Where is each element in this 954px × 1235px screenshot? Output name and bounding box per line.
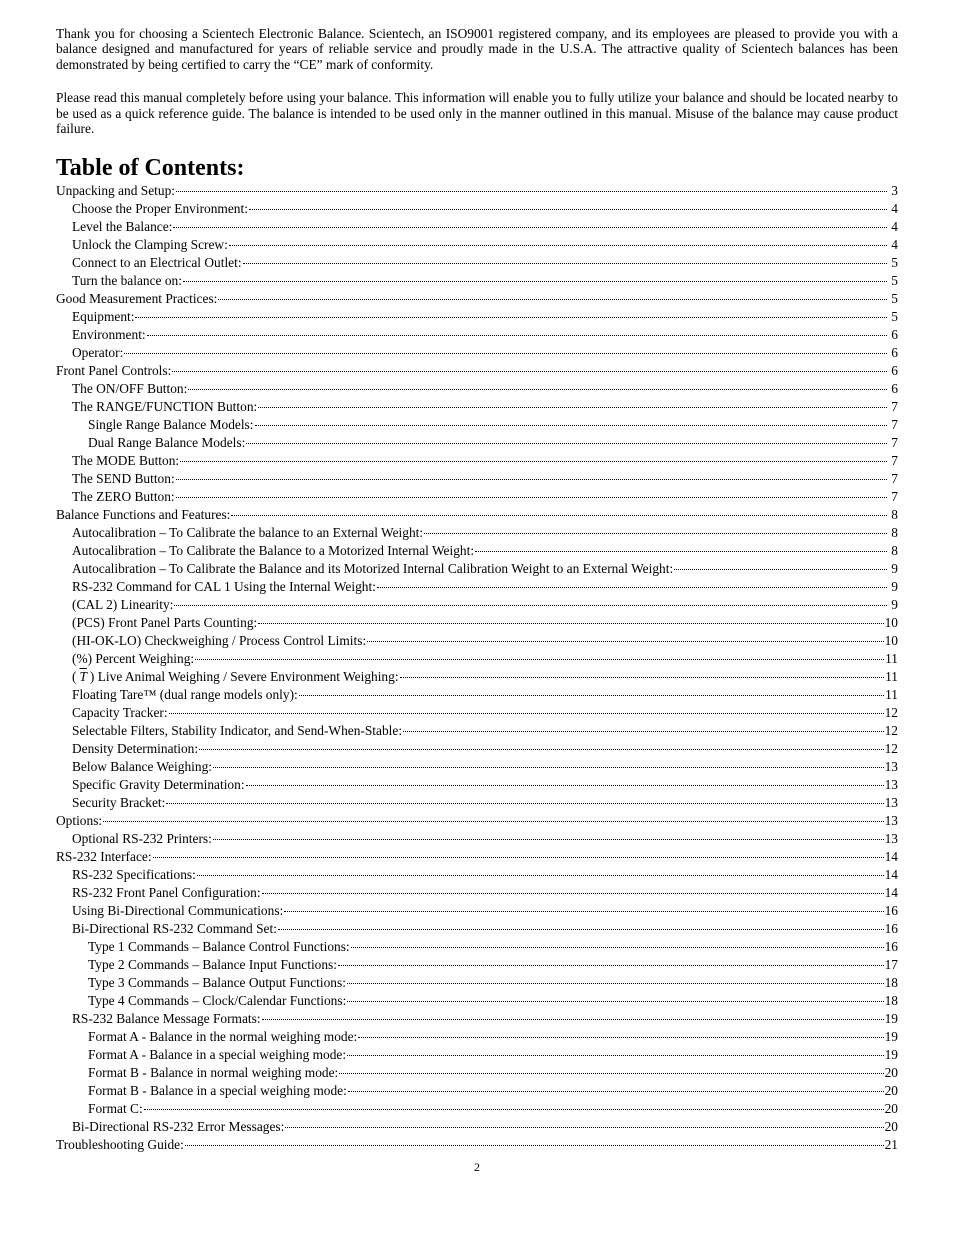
toc-entry[interactable] bbox=[56, 308, 898, 326]
toc-entry-label: Dual Range Balance Models: bbox=[88, 435, 246, 451]
toc-entry-page: 19 bbox=[884, 1011, 898, 1027]
toc-entry[interactable] bbox=[56, 884, 898, 902]
toc-dot-leader bbox=[166, 803, 883, 804]
toc-entry-label: Autocalibration – To Calibrate the Balance to a Motorized Internal Weight: bbox=[72, 543, 475, 559]
toc-dot-leader bbox=[183, 281, 887, 282]
toc-dot-leader bbox=[278, 929, 884, 930]
toc-entry[interactable] bbox=[56, 920, 898, 938]
toc-entry-page: 11 bbox=[885, 669, 898, 685]
toc-entry[interactable] bbox=[56, 758, 898, 776]
toc-dot-leader bbox=[377, 587, 887, 588]
toc-entry-label: The RANGE/FUNCTION Button: bbox=[72, 399, 258, 415]
toc-entry[interactable] bbox=[56, 686, 898, 704]
toc-entry-label: Unpacking and Setup: bbox=[56, 183, 176, 199]
toc-dot-leader bbox=[243, 263, 887, 264]
toc-entry-page: 6 bbox=[891, 381, 898, 397]
toc-entry-page: 18 bbox=[884, 975, 898, 991]
toc-entry[interactable] bbox=[56, 452, 898, 470]
toc-entry-page: 19 bbox=[884, 1029, 898, 1045]
toc-entry[interactable] bbox=[56, 614, 898, 632]
toc-entry[interactable] bbox=[56, 938, 898, 956]
toc-entry-label: Unlock the Clamping Screw: bbox=[72, 237, 228, 253]
toc-dot-leader bbox=[351, 947, 884, 948]
toc-entry[interactable] bbox=[56, 398, 898, 416]
toc-entry[interactable] bbox=[56, 740, 898, 758]
toc-dot-leader bbox=[347, 983, 884, 984]
toc-dot-leader bbox=[173, 227, 887, 228]
toc-entry[interactable] bbox=[56, 254, 898, 272]
toc-entry-page: 7 bbox=[891, 399, 898, 415]
toc-dot-leader bbox=[144, 1109, 884, 1110]
toc-entry-page: 11 bbox=[885, 687, 898, 703]
toc-entry-label: Floating Tare™ (dual range models only): bbox=[72, 687, 298, 703]
toc-entry-label: Format B - Balance in a special weighing mode: bbox=[88, 1083, 347, 1099]
toc-dot-leader bbox=[153, 857, 884, 858]
toc-entry[interactable] bbox=[56, 974, 898, 992]
toc-entry-label: Format B - Balance in normal weighing mode: bbox=[88, 1065, 339, 1081]
toc-entry[interactable] bbox=[56, 722, 898, 740]
toc-entry-label: Autocalibration – To Calibrate the Balance and its Motorized Internal Calibration Weight to an External Weight: bbox=[72, 561, 674, 577]
toc-dot-leader bbox=[475, 551, 887, 552]
toc-entry-page: 13 bbox=[884, 759, 898, 775]
toc-entry[interactable] bbox=[56, 416, 898, 434]
toc-entry-label: Type 2 Commands – Balance Input Functions: bbox=[88, 957, 337, 973]
toc-entry-label: (CAL 2) Linearity: bbox=[72, 597, 174, 613]
toc-entry-label: Autocalibration – To Calibrate the balance to an External Weight: bbox=[72, 525, 424, 541]
toc-entry-label: Connect to an Electrical Outlet: bbox=[72, 255, 242, 271]
toc-entry[interactable] bbox=[56, 542, 898, 560]
toc-entry-page: 17 bbox=[884, 957, 898, 973]
toc-dot-leader bbox=[338, 965, 884, 966]
toc-entry[interactable] bbox=[56, 1064, 898, 1082]
toc-entry-page: 10 bbox=[884, 615, 898, 631]
toc-entry-label: (%) Percent Weighing: bbox=[72, 651, 195, 667]
toc-dot-leader bbox=[246, 443, 887, 444]
toc-entry[interactable] bbox=[56, 326, 898, 344]
toc-entry-page: 19 bbox=[884, 1047, 898, 1063]
toc-entry-page: 4 bbox=[891, 237, 898, 253]
toc-entry[interactable] bbox=[56, 1028, 898, 1046]
toc-entry-label: (PCS) Front Panel Parts Counting: bbox=[72, 615, 258, 631]
toc-entry-page: 6 bbox=[891, 345, 898, 361]
toc-entry[interactable] bbox=[56, 992, 898, 1010]
toc-dot-leader bbox=[176, 191, 887, 192]
toc-dot-leader bbox=[262, 893, 884, 894]
toc-entry-label: Choose the Proper Environment: bbox=[72, 201, 248, 217]
toc-entry-label: Density Determination: bbox=[72, 741, 199, 757]
toc-entry-label: The MODE Button: bbox=[72, 453, 180, 469]
toc-entry-label: Single Range Balance Models: bbox=[88, 417, 254, 433]
toc-entry-label: Options: bbox=[56, 813, 103, 829]
toc-entry-label: Below Balance Weighing: bbox=[72, 759, 212, 775]
toc-entry-label: RS-232 Balance Message Formats: bbox=[72, 1011, 261, 1027]
toc-dot-leader bbox=[185, 1145, 884, 1146]
toc-entry-label: Good Measurement Practices: bbox=[56, 291, 218, 307]
toc-entry[interactable] bbox=[56, 272, 898, 290]
toc-entry-page: 5 bbox=[891, 273, 898, 289]
toc-entry[interactable] bbox=[56, 290, 898, 308]
toc-dot-leader bbox=[339, 1073, 883, 1074]
toc-entry-label: Format A - Balance in the normal weighing mode: bbox=[88, 1029, 358, 1045]
toc-entry-label: Format A - Balance in a special weighing mode: bbox=[88, 1047, 347, 1063]
toc-entry[interactable] bbox=[56, 668, 898, 686]
toc-dot-leader bbox=[231, 515, 887, 516]
toc-entry-page: 5 bbox=[891, 291, 898, 307]
toc-entry-label: RS-232 Front Panel Configuration: bbox=[72, 885, 261, 901]
toc-dot-leader bbox=[174, 605, 887, 606]
toc-entry-page: 4 bbox=[891, 201, 898, 217]
toc-heading: Table of Contents: bbox=[56, 155, 245, 182]
toc-entry-label: RS-232 Specifications: bbox=[72, 867, 196, 883]
toc-entry-page: 18 bbox=[884, 993, 898, 1009]
intro-paragraph-thanks: Thank you for choosing a Scientech Electronic Balance. Scientech, an ISO9001 registered company, and its employees are pleased to provide you with a balance designed and manufactured for years of reliable service and proudly made in the U.S.A. The attractive quality of Scientech balances has been demonstrated by being certified to carry the “CE” mark of conformity. bbox=[56, 26, 898, 72]
toc-entry-label bbox=[72, 668, 399, 686]
toc-entry[interactable] bbox=[56, 704, 898, 722]
toc-dot-leader bbox=[246, 785, 884, 786]
intro-section bbox=[56, 26, 898, 136]
toc-entry-label: Format C: bbox=[88, 1101, 143, 1117]
toc-entry[interactable] bbox=[56, 362, 898, 380]
toc-entry-label: Using Bi-Directional Communications: bbox=[72, 903, 284, 919]
toc-entry-page: 20 bbox=[884, 1101, 898, 1117]
toc-entry-page: 14 bbox=[884, 885, 898, 901]
toc-entry[interactable] bbox=[56, 866, 898, 884]
toc-entry-label: The ZERO Button: bbox=[72, 489, 175, 505]
toc-dot-leader bbox=[172, 371, 887, 372]
toc-dot-leader bbox=[262, 1019, 884, 1020]
toc-entry-label: Capacity Tracker: bbox=[72, 705, 168, 721]
toc-dot-leader bbox=[299, 695, 884, 696]
toc-entry[interactable] bbox=[56, 524, 898, 542]
toc-entry-page: 8 bbox=[891, 525, 898, 541]
toc-dot-leader bbox=[284, 911, 883, 912]
toc-entry[interactable] bbox=[56, 578, 898, 596]
toc-entry-page: 12 bbox=[884, 723, 898, 739]
toc-dot-leader bbox=[213, 767, 884, 768]
toc-entry-page: 11 bbox=[885, 651, 898, 667]
toc-entry-page: 13 bbox=[884, 777, 898, 793]
toc-entry[interactable] bbox=[56, 632, 898, 650]
toc-entry[interactable] bbox=[56, 1100, 898, 1118]
toc-entry[interactable] bbox=[56, 596, 898, 614]
toc-entry-page: 13 bbox=[884, 813, 898, 829]
toc-dot-leader bbox=[135, 317, 887, 318]
toc-entry[interactable] bbox=[56, 1136, 898, 1154]
toc-entry-label: Optional RS-232 Printers: bbox=[72, 831, 212, 847]
toc-entry[interactable] bbox=[56, 434, 898, 452]
toc-entry[interactable] bbox=[56, 1046, 898, 1064]
toc-dot-leader bbox=[195, 659, 884, 660]
toc-entry-page: 10 bbox=[884, 633, 898, 649]
toc-dot-leader bbox=[169, 713, 884, 714]
toc-entry-page: 3 bbox=[891, 183, 898, 199]
toc-entry[interactable] bbox=[56, 236, 898, 254]
document-page bbox=[56, 26, 898, 1154]
toc-dot-leader bbox=[147, 335, 887, 336]
toc-dot-leader bbox=[249, 209, 887, 210]
toc-entry[interactable] bbox=[56, 794, 898, 812]
toc-dot-leader bbox=[258, 623, 883, 624]
toc-dot-leader bbox=[213, 839, 884, 840]
toc-entry-page: 20 bbox=[884, 1083, 898, 1099]
toc-dot-leader bbox=[188, 389, 887, 390]
toc-entry-label: Type 1 Commands – Balance Control Functions: bbox=[88, 939, 350, 955]
toc-entry-page: 9 bbox=[891, 579, 898, 595]
toc-entry-page: 8 bbox=[891, 507, 898, 523]
toc-dot-leader bbox=[424, 533, 887, 534]
toc-entry-page: 13 bbox=[884, 831, 898, 847]
toc-entry[interactable] bbox=[56, 218, 898, 236]
toc-entry-page: 16 bbox=[884, 921, 898, 937]
toc-entry[interactable] bbox=[56, 650, 898, 668]
toc-dot-leader bbox=[255, 425, 888, 426]
toc-dot-leader bbox=[674, 569, 887, 570]
toc-dot-leader bbox=[176, 497, 887, 498]
toc-entry[interactable] bbox=[56, 200, 898, 218]
toc-entry-page: 7 bbox=[891, 489, 898, 505]
toc-entry[interactable] bbox=[56, 560, 898, 578]
toc-entry-page: 21 bbox=[884, 1137, 898, 1153]
toc-entry-label: The ON/OFF Button: bbox=[72, 381, 188, 397]
toc-entry[interactable] bbox=[56, 344, 898, 362]
toc-entry-page: 8 bbox=[891, 543, 898, 559]
toc-entry[interactable] bbox=[56, 470, 898, 488]
toc-entry-label: Level the Balance: bbox=[72, 219, 173, 235]
toc-entry-label: Type 3 Commands – Balance Output Functions: bbox=[88, 975, 346, 991]
toc-entry-label: Security Bracket: bbox=[72, 795, 166, 811]
tare-symbol-icon: $\overline{T}$ bbox=[79, 669, 87, 685]
toc-dot-leader bbox=[285, 1127, 883, 1128]
toc-dot-leader bbox=[229, 245, 887, 246]
toc-entry-page: 6 bbox=[891, 363, 898, 379]
toc-entry-label: Operator: bbox=[72, 345, 124, 361]
toc-dot-leader bbox=[348, 1091, 884, 1092]
toc-entry-page: 7 bbox=[891, 417, 898, 433]
toc-dot-leader bbox=[180, 461, 887, 462]
toc-dot-leader bbox=[358, 1037, 883, 1038]
toc-entry-label: RS-232 Command for CAL 1 Using the Internal Weight: bbox=[72, 579, 376, 595]
toc-dot-leader bbox=[197, 875, 884, 876]
toc-entry-label: Selectable Filters, Stability Indicator, and Send-When-Stable: bbox=[72, 723, 403, 739]
toc-entry[interactable] bbox=[56, 1082, 898, 1100]
toc-entry-label: RS-232 Interface: bbox=[56, 849, 152, 865]
toc-entry-page: 9 bbox=[891, 561, 898, 577]
toc-entry-label: The SEND Button: bbox=[72, 471, 175, 487]
toc-dot-leader bbox=[199, 749, 884, 750]
toc-entry-label-prefix: ( bbox=[72, 669, 77, 685]
toc-entry-page: 5 bbox=[891, 309, 898, 325]
toc-entry[interactable] bbox=[56, 1118, 898, 1136]
toc-entry[interactable] bbox=[56, 902, 898, 920]
toc-entry-page: 7 bbox=[891, 435, 898, 451]
toc-entry-page: 20 bbox=[884, 1065, 898, 1081]
toc-entry-page: 13 bbox=[884, 795, 898, 811]
toc-entry[interactable] bbox=[56, 380, 898, 398]
toc-entry[interactable] bbox=[56, 956, 898, 974]
toc-entry-page: 16 bbox=[884, 939, 898, 955]
toc-entry-page: 12 bbox=[884, 741, 898, 757]
toc-entry[interactable] bbox=[56, 488, 898, 506]
toc-entry[interactable] bbox=[56, 812, 898, 830]
toc-entry-label: Equipment: bbox=[72, 309, 135, 325]
toc-entry[interactable] bbox=[56, 830, 898, 848]
toc-entry-page: 7 bbox=[891, 453, 898, 469]
toc-entry[interactable] bbox=[56, 182, 898, 200]
toc-entry-page: 12 bbox=[884, 705, 898, 721]
toc-dot-leader bbox=[400, 677, 885, 678]
toc-entry-page: 6 bbox=[891, 327, 898, 343]
toc-entry-label-suffix: ) Live Animal Weighing / Severe Environment Weighing: bbox=[89, 669, 399, 685]
toc-entry-label: Front Panel Controls: bbox=[56, 363, 172, 379]
toc-dot-leader bbox=[258, 407, 887, 408]
toc-entry-label: Turn the balance on: bbox=[72, 273, 182, 289]
toc-dot-leader bbox=[367, 641, 883, 642]
toc-dot-leader bbox=[103, 821, 883, 822]
toc-entry-label: Balance Functions and Features: bbox=[56, 507, 231, 523]
toc-dot-leader bbox=[347, 1055, 884, 1056]
toc-dot-leader bbox=[176, 479, 887, 480]
toc-entry[interactable] bbox=[56, 506, 898, 524]
toc-dot-leader bbox=[403, 731, 884, 732]
toc-entry-page: 14 bbox=[884, 849, 898, 865]
toc-entry-page: 9 bbox=[891, 597, 898, 613]
toc-entry-label: Bi-Directional RS-232 Command Set: bbox=[72, 921, 277, 937]
toc-entry-label: Specific Gravity Determination: bbox=[72, 777, 245, 793]
toc-entry-page: 5 bbox=[891, 255, 898, 271]
toc-entry-page: 4 bbox=[891, 219, 898, 235]
toc-entry-label: Type 4 Commands – Clock/Calendar Functions: bbox=[88, 993, 347, 1009]
intro-paragraph-read-manual: Please read this manual completely before using your balance. This information will enable you to fully utilize your balance and should be located nearby to be used as a quick reference guide. The balance is intended to be used only in the manner outlined in this manual. Misuse of the balance may cause product failure. bbox=[56, 90, 898, 137]
toc-entry-label: Environment: bbox=[72, 327, 146, 343]
toc-entry-page: 20 bbox=[884, 1119, 898, 1135]
toc-list bbox=[56, 182, 898, 1154]
toc-dot-leader bbox=[347, 1001, 883, 1002]
toc-entry-page: 16 bbox=[884, 903, 898, 919]
toc-dot-leader bbox=[124, 353, 887, 354]
toc-entry-label: (HI-OK-LO) Checkweighing / Process Control Limits: bbox=[72, 633, 367, 649]
page-number: 2 bbox=[474, 1160, 480, 1174]
toc-dot-leader bbox=[218, 299, 887, 300]
toc-entry-label: Bi-Directional RS-232 Error Messages: bbox=[72, 1119, 285, 1135]
toc-entry[interactable] bbox=[56, 776, 898, 794]
toc-entry[interactable] bbox=[56, 848, 898, 866]
toc-entry[interactable] bbox=[56, 1010, 898, 1028]
toc-entry-page: 14 bbox=[884, 867, 898, 883]
toc-entry-page: 7 bbox=[891, 471, 898, 487]
toc-entry-label: Troubleshooting Guide: bbox=[56, 1137, 184, 1153]
